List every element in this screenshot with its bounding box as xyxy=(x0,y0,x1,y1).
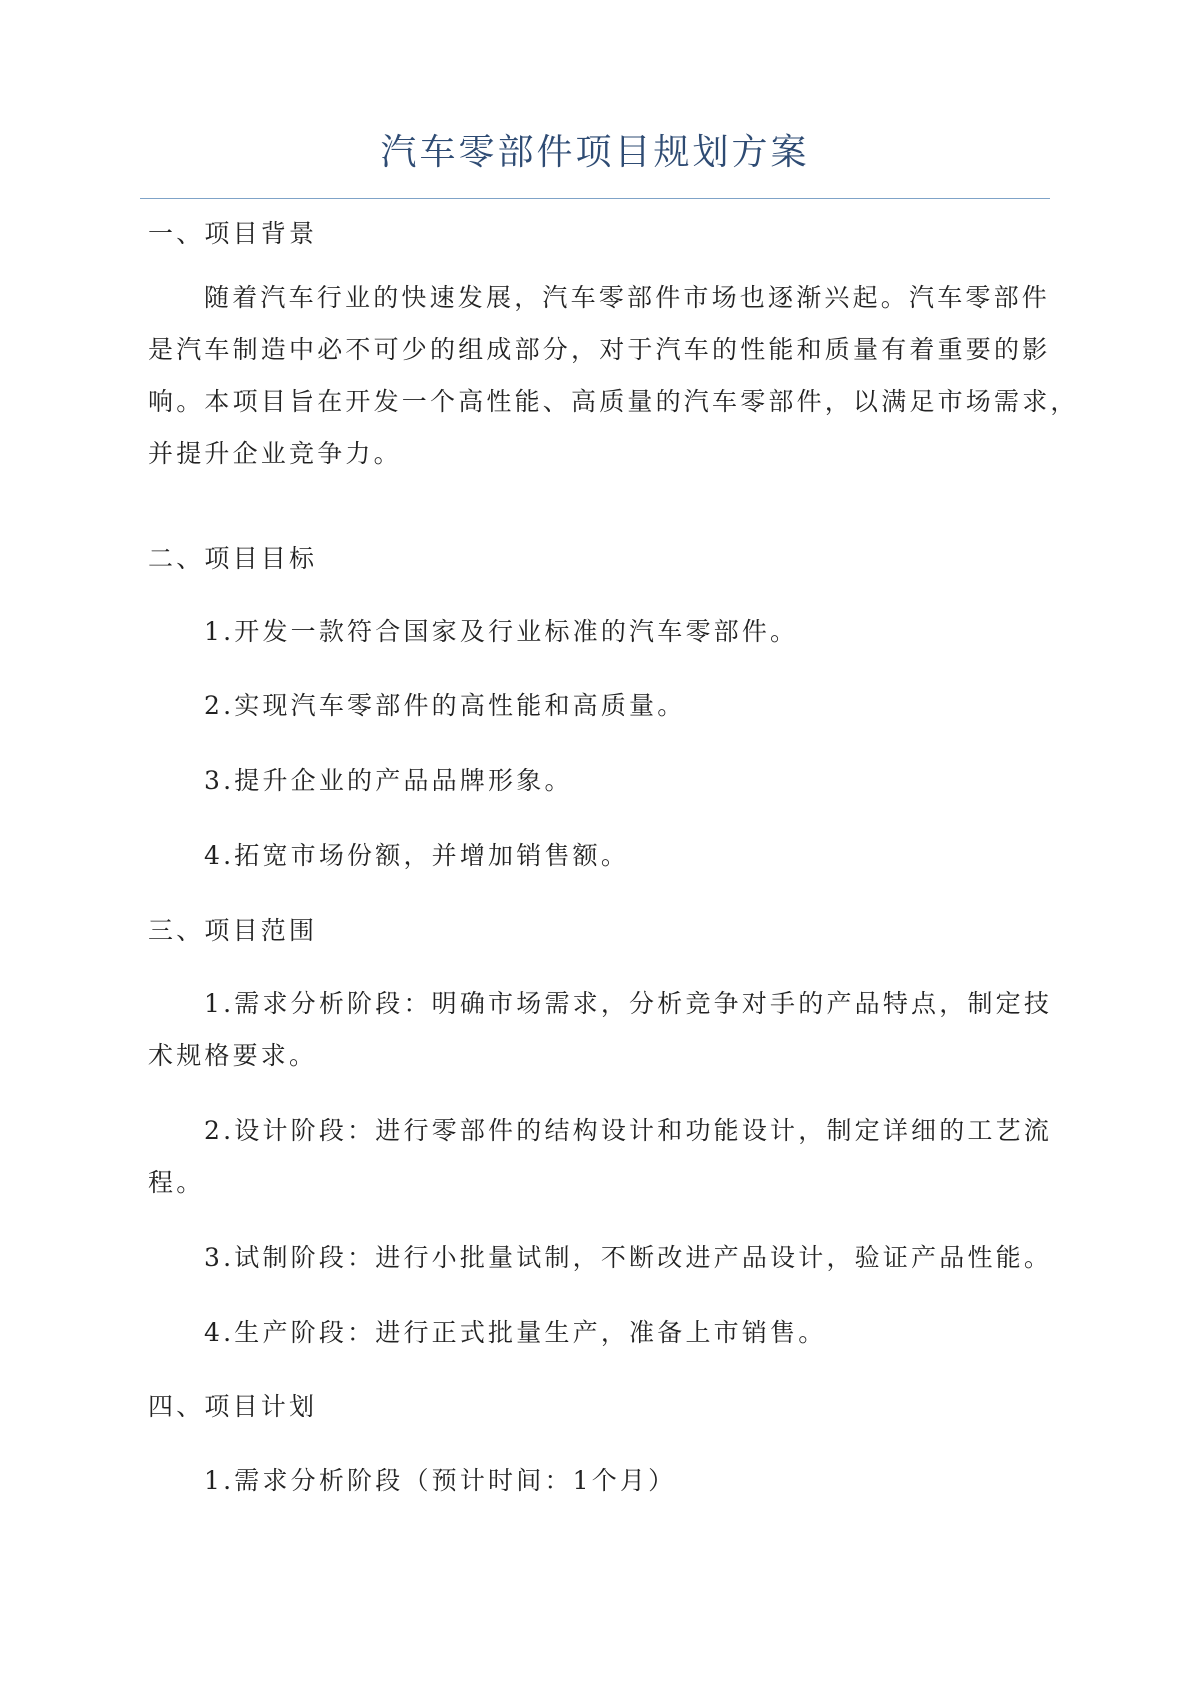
section-heading-background: 一、项目背景 xyxy=(148,219,318,248)
goal-item-1: 1.开发一款符合国家及行业标准的汽车零部件。 xyxy=(204,617,799,646)
background-line-3: 响。本项目旨在开发一个高性能、高质量的汽车零部件，以满足市场需求， xyxy=(148,387,1079,416)
scope-item-1 xyxy=(148,978,1078,1082)
scope-item-3: 3.试制阶段：进行小批量试制，不断改进产品设计，验证产品性能。 xyxy=(204,1243,1053,1272)
goal-item-2: 2.实现汽车零部件的高性能和高质量。 xyxy=(204,691,686,720)
scope-item-1-line-1: 1.需求分析阶段：明确市场需求，分析竞争对手的产品特点，制定技 xyxy=(204,989,1053,1018)
section-heading-scope: 三、项目范围 xyxy=(148,916,318,945)
document-title: 汽车零部件项目规划方案 xyxy=(380,132,810,173)
title-divider xyxy=(140,198,1050,199)
scope-item-2 xyxy=(148,1105,1078,1209)
scope-item-2-line-2: 程。 xyxy=(148,1168,205,1197)
background-paragraph xyxy=(148,272,1078,480)
scope-item-2-line-1: 2.设计阶段：进行零部件的结构设计和功能设计，制定详细的工艺流 xyxy=(204,1116,1053,1145)
goal-item-4: 4.拓宽市场份额，并增加销售额。 xyxy=(204,841,630,870)
background-line-4: 并提升企业竞争力。 xyxy=(148,439,402,468)
goal-item-3: 3.提升企业的产品品牌形象。 xyxy=(204,766,573,795)
background-line-1: 随着汽车行业的快速发展，汽车零部件市场也逐渐兴起。汽车零部件 xyxy=(204,283,1051,312)
section-heading-goals: 二、项目目标 xyxy=(148,544,318,573)
section-heading-plan: 四、项目计划 xyxy=(148,1392,318,1421)
background-line-2: 是汽车制造中必不可少的组成部分，对于汽车的性能和质量有着重要的影 xyxy=(148,335,1051,364)
scope-item-4: 4.生产阶段：进行正式批量生产，准备上市销售。 xyxy=(204,1318,827,1347)
plan-item-1: 1.需求分析阶段（预计时间：1个月） xyxy=(204,1466,677,1495)
scope-item-1-line-2: 术规格要求。 xyxy=(148,1041,318,1070)
